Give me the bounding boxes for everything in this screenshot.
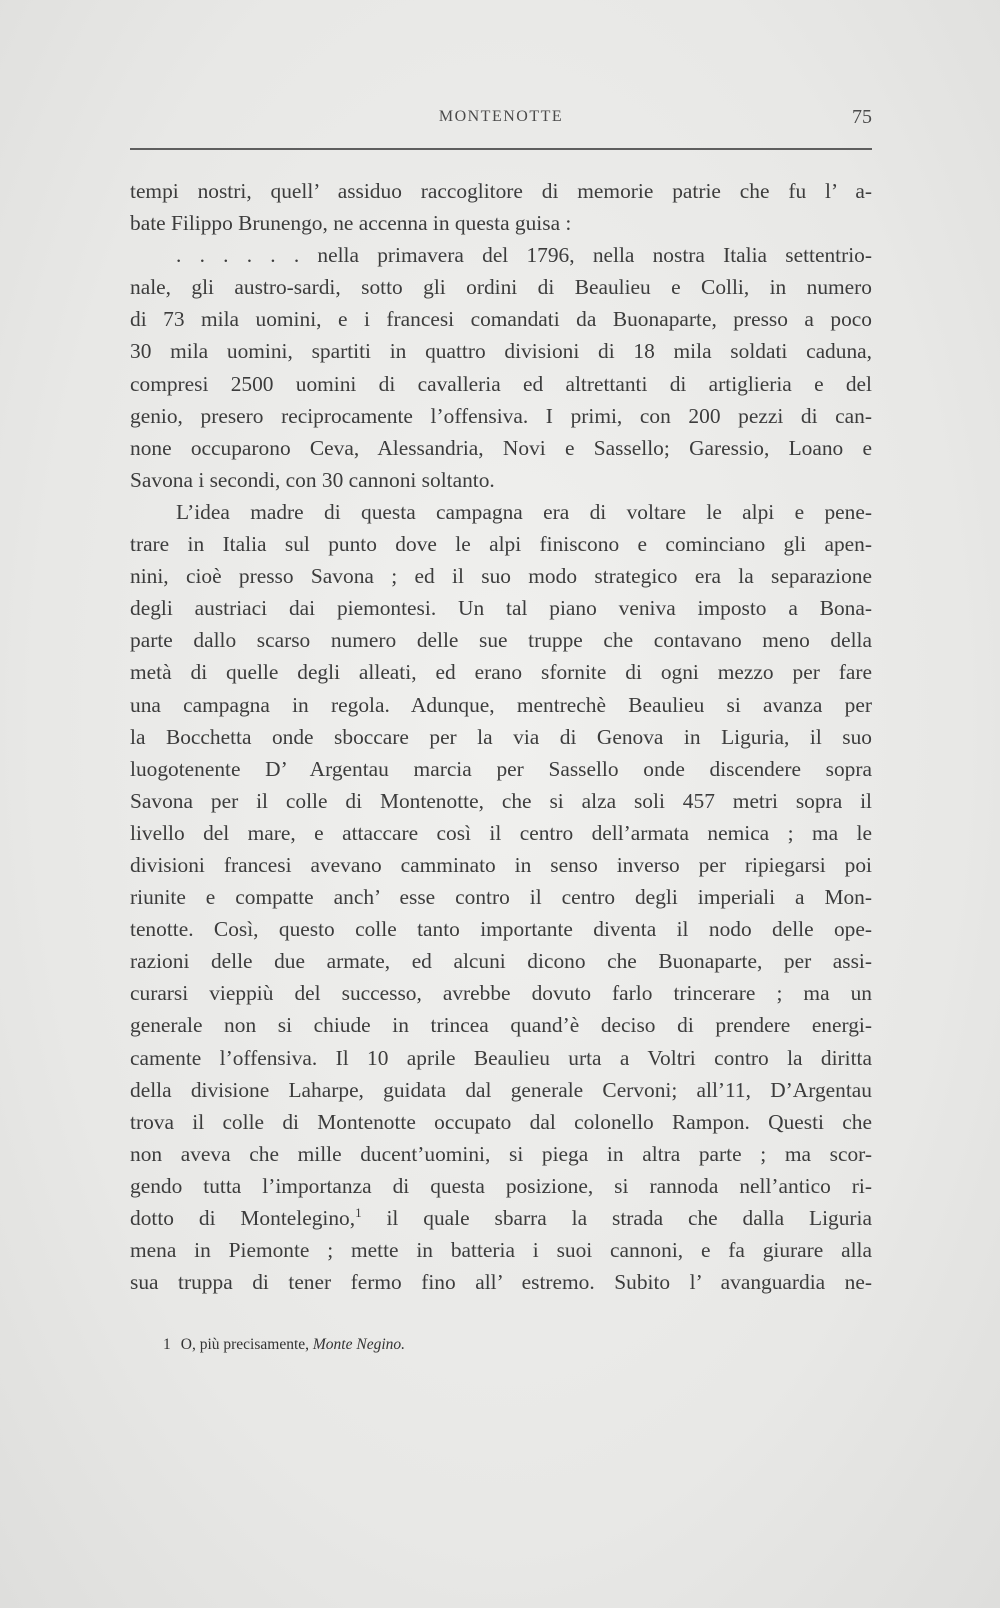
text-line-with-footnote-ref <box>130 1202 872 1234</box>
text-line: trare in Italia sul punto dove le alpi finiscono e cominciano gli apen- <box>130 532 872 557</box>
text-line-end: il quale sbarra la strada che dalla Liguria <box>361 1206 872 1230</box>
page-number: 75 <box>852 106 872 128</box>
text-line: nale, gli austro-sardi, sotto gli ordini di Beaulieu e Colli, in numero <box>130 275 872 300</box>
text-line: 30 mila uomini, spartiti in quattro divisioni di 18 mila soldati caduna, <box>130 339 872 364</box>
text-line: genio, presero reciprocamente l’offensiva. I primi, con 200 pezzi di can- <box>130 403 872 428</box>
text-line: gendo tutta l’importanza di questa posizione, si rannoda nell’antico ri- <box>130 1173 872 1198</box>
text-line: la Bocchetta onde sboccare per la via di Genova in Liguria, il suo <box>130 724 872 749</box>
text-line: una campagna in regola. Adunque, mentrechè Beaulieu si avanza per <box>130 692 872 717</box>
text-line: della divisione Laharpe, guidata dal generale Cervoni; all’11, D’Argentau <box>130 1077 872 1102</box>
text-line: metà di quelle degli alleati, ed erano sfornite di ogni mezzo per fare <box>130 660 872 685</box>
text-line: razioni delle due armate, ed alcuni dicono che Buonaparte, per assi- <box>130 949 872 974</box>
text-line: none occuparono Ceva, Alessandria, Novi e Sassello; Garessio, Loano e <box>130 435 872 460</box>
text-line: tenotte. Così, questo colle tanto importante diventa il nodo delle ope- <box>130 917 872 942</box>
footnote-reference: 1 <box>355 1205 362 1220</box>
text-line: compresi 2500 uomini di cavalleria ed altrettanti di artiglieria e del <box>130 371 872 396</box>
text-line: Savona i secondi, con 30 cannoni soltanto. <box>130 467 495 492</box>
text-line: . . . . . . nella primavera del 1796, nella nostra Italia settentrio- <box>176 243 872 268</box>
text-line: luogotenente D’ Argentau marcia per Sassello onde discendere sopra <box>130 756 872 781</box>
text-line: trova il colle di Montenotte occupato dal colonello Rampon. Questi che <box>130 1109 872 1134</box>
footnote-italic: Monte Negino. <box>312 1336 406 1353</box>
text-line: generale non si chiude in trincea quand’è deciso di prendere energi- <box>130 1013 872 1038</box>
footnote <box>163 1336 405 1354</box>
text-line: parte dallo scarso numero delle sue truppe che contavano meno della <box>130 628 872 653</box>
text-line: riunite e compatte anch’ esse contro il centro degli imperiali a Mon- <box>130 885 872 910</box>
text-line-start: dotto di Montelegino, <box>130 1206 356 1230</box>
text-line: tempi nostri, quell’ assiduo raccoglitore di memorie patrie che fu l’ a- <box>130 179 872 203</box>
header-rule <box>130 148 872 150</box>
text-line: bate Filippo Brunengo, ne accenna in questa guisa : <box>130 211 572 236</box>
text-line: non aveva che mille ducent’uomini, si piega in altra parte ; ma scor- <box>130 1141 872 1166</box>
text-line: divisioni francesi avevano camminato in senso inverso per ripiegarsi poi <box>130 852 872 877</box>
footnote-text: O, più precisamente, <box>180 1336 310 1353</box>
text-line: di 73 mila uomini, e i francesi comandati da Buonaparte, presso a poco <box>130 307 872 332</box>
text-line: sua truppa di tener fermo fino all’ estremo. Subito l’ avanguardia ne- <box>130 1270 872 1295</box>
running-head <box>130 106 872 130</box>
text-line: Savona per il colle di Montenotte, che si alza soli 457 metri sopra il <box>130 788 872 813</box>
footnote-number: 1 <box>163 1336 171 1353</box>
text-line: curarsi vieppiù del successo, avrebbe dovuto farlo trincerare ; ma un <box>130 981 872 1006</box>
text-line: degli austriaci dai piemontesi. Un tal piano veniva imposto a Bona- <box>130 596 872 621</box>
text-line: mena in Piemonte ; mette in batteria i suoi cannoni, e fa giurare alla <box>130 1238 872 1263</box>
text-line: livello del mare, e attaccare così il centro dell’armata nemica ; ma le <box>130 820 872 845</box>
text-line: camente l’offensiva. Il 10 aprile Beaulieu urta a Voltri contro la diritta <box>130 1045 872 1070</box>
running-title: MONTENOTTE <box>438 108 564 125</box>
body-text <box>130 175 872 1298</box>
text-line: L’idea madre di questa campagna era di voltare le alpi e pene- <box>176 499 872 524</box>
text-line: nini, cioè presso Savona ; ed il suo modo strategico era la separazione <box>130 564 872 589</box>
